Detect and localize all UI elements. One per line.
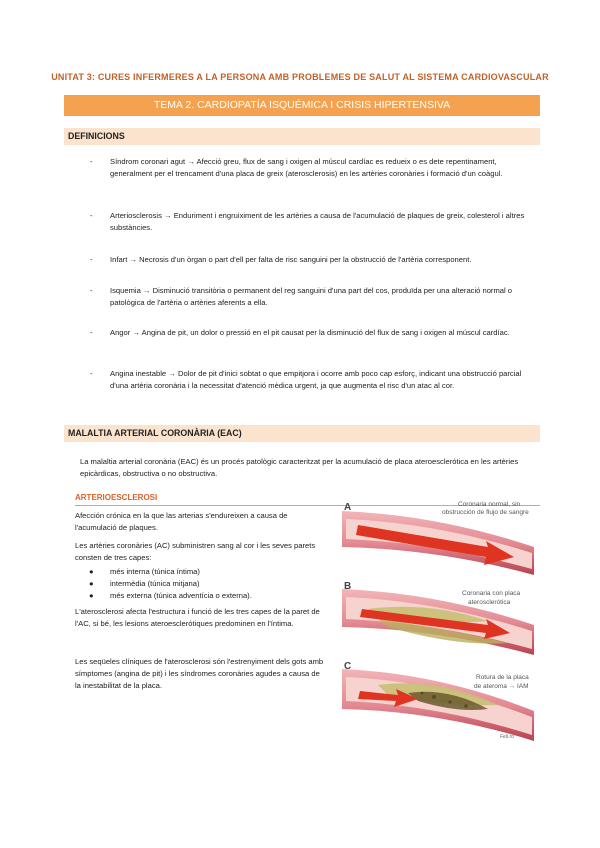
eac-heading: MALALTIA ARTERIAL CORONÀRIA (EAC) [64,425,540,442]
bullet-icon: ● [89,591,94,600]
definition-text: Arteriosclerosis → Enduriment i engruiximent de les artèries a causa de l'acumulació de plaques de greix, colesterol i altres substàncies. [110,211,525,232]
list-dash: - [90,157,93,166]
arteriosclerosi-paragraph: Afección crónica en la que las arterias s'endureixen a causa de l'acumulació de plaques. [75,511,288,532]
panel-caption: obstrucción de flujo de sangre [442,509,529,516]
eac-intro: La malaltia arterial coronària (EAC) és un procés patològic caracteritzat per la acumulació de placa ateroesclerótica en les artèries epicàrdicas, obstructiva o no obstructiva. [80,457,519,478]
bullet-text: més externa (túnica adventícia o externa). [110,591,252,600]
arteriosclerosi-paragraph: L'aterosclerosi afecta l'estructura i funció de les tres capes de la paret de l'AC, si bé, les lesions ateroesclerótiques predominen en l'íntima. [75,607,320,628]
definition-text: Infart → Necrosis d'un òrgan o part d'ell per falta de risc sanguini per la obstrucció de l'artèria corresponent. [110,255,472,264]
bullet-icon: ● [89,567,94,576]
list-dash: - [90,369,93,378]
unit-title: UNITAT 3: CURES INFERMERES A LA PERSONA AMB PROBLEMES DE SALUT AL SISTEMA CARDIOVASCULAR [51,72,549,82]
artery-panel-c [342,661,534,741]
figure-credit: Feli.ro [500,734,514,740]
definition-text: Angina inestable → Dolor de pit d'inici sobtat o que empitjora i ocorre amb poco cap esforç, indicant una obstrucció parcial d'una artèria coronària i la necessitat d'atenció mèdica urgent, ja que augmenta el risc d'un atac al cor. [110,369,522,390]
bullet-text: intermèdia (túnica mitjana) [110,579,200,588]
definition-text: Síndrom coronari agut → Afecció greu, flux de sang i oxigen al múscul cardíac es redueix o es dete repentinament, generalment per el trencament d'una placa de greix (aterosclerosis) en les artèries coronàries i formació d'un coàgul. [110,157,503,178]
arteriosclerosi-paragraph: Les artèries coronàries (AC) subministren sang al cor i les seves parets consten de tres capes: [75,541,316,562]
panel-caption: Rotura de la placa [476,674,529,681]
panel-letter: C [344,661,352,672]
artery-panel-a [342,501,534,575]
arteriosclerosi-paragraph: Les seqüeles clíniques de l'aterosclerosi són l'estrenyiment dels gots amb símptomes (angina de pit) i les síndromes coronàries agudes a causa de la inestabilitat de la placa. [75,657,324,690]
panel-caption: Coronaria normal, sin [458,501,521,508]
arteriosclerosi-heading: ARTERIOESCLEROSI [75,493,540,506]
list-dash: - [90,211,93,220]
tema-title-bar: TEMA 2. CARDIOPATÍA ISQUÉMICA I CRISIS HIPERTENSIVA [64,95,540,116]
bullet-icon: ● [89,579,94,588]
artery-illustration [338,497,548,742]
list-dash: - [90,286,93,295]
list-dash: - [90,328,93,337]
panel-caption: Coronaria con placa [462,590,521,597]
panel-caption: de ateroma → IAM [474,683,529,690]
panel-caption: aterosclerótica [468,599,511,606]
list-dash: - [90,255,93,264]
definition-text: Angor → Angina de pit, un dolor o pressió en el pit causat per la disminució del flux de sang i oxigen al múscul cardíac. [110,328,510,337]
artery-panel-b [342,581,534,655]
definicions-heading: DEFINICIONS [64,128,540,145]
bullet-text: més interna (túnica íntima) [110,567,200,576]
definition-text: Isquemia → Disminució transitòria o permanent del reg sanguini d'una part del cos, produïda per una alteració normal o patològica de l'artèria o artèries aferents a ella. [110,286,513,307]
panel-letter: B [344,581,352,592]
panel-letter: A [344,502,352,513]
